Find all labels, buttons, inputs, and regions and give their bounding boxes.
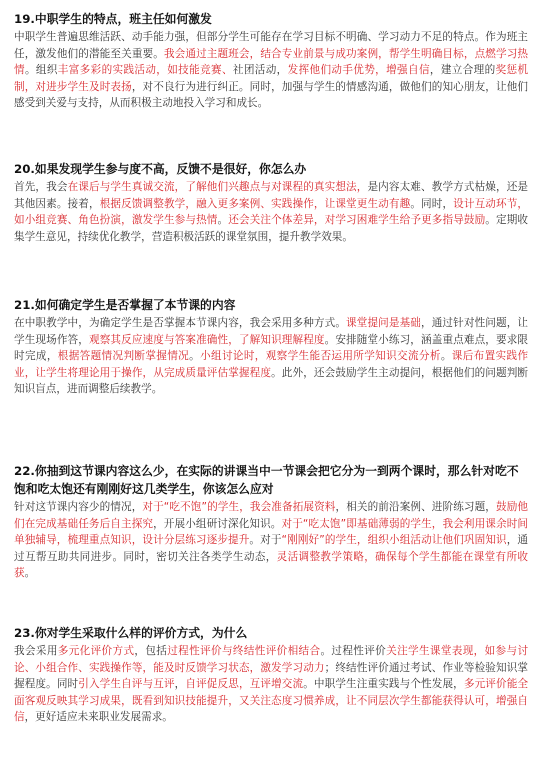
qa-section-22 — [14, 462, 528, 582]
body-text: 。对于 — [249, 534, 282, 547]
body-text: ，建立合理的 — [429, 64, 496, 77]
highlighted-text: 多元化评价方式 — [57, 645, 135, 657]
highlighted-text: 灵活调整教学策略，确保每个学生都能在课堂有所收获 — [14, 550, 529, 580]
highlighted-text: 根据答题情况判断掌握情况 — [57, 350, 190, 363]
question-title: 20.如果发现学生参与度不高，反馈不是很好，你怎么办 — [14, 162, 307, 176]
answer-paragraph — [14, 315, 528, 398]
qa-section-21 — [14, 296, 528, 398]
body-text: ，通过互帮互助共同进步。同时，密切关注各类学生动态， — [14, 534, 529, 563]
body-text: 社团活动， — [232, 64, 288, 77]
body-text: 是内容太难、教学方式枯燥，还是其他因素。接着， — [14, 181, 529, 210]
highlighted-text: 对于“吃太饱”即基础薄弱的学生，我会利用课余时间单独辅导， — [14, 517, 529, 547]
qa-section-23 — [14, 624, 528, 726]
body-text: ；终结性评价通过考试、作业等检验知识掌握程度。同时 — [14, 661, 529, 691]
highlighted-text: 小组讨论时，观察学生能否运用所学知识交流分析 — [200, 350, 441, 363]
highlighted-text: 自评促反思，互评增交流 — [185, 678, 304, 691]
question-title: 21.如何确定学生是否掌握了本节课的内容 — [14, 298, 236, 312]
body-text: 。过程性评价 — [320, 645, 387, 657]
highlighted-text: 关注学生课堂表现，如参与讨论、小组合作、实践操作等，能及时反馈学习状态，激发学习动力 — [14, 645, 529, 674]
highlighted-text: 奖惩机制 — [14, 64, 529, 93]
body-text: ，相关的前沿案例、进阶练习题， — [335, 501, 497, 513]
body-text: 。 — [24, 567, 36, 580]
question-title: 22.你抽到这节课内容这么少，在实际的讲课当中一节课会把它分为一到两个课时，那么针对吃不饱和吃太饱还有刚刚好这几类学生，你该怎么应对 — [14, 464, 519, 496]
highlighted-text: ，对进步学生及时表扬 — [24, 80, 132, 93]
body-text: 。 — [189, 350, 201, 363]
answer-paragraph — [14, 499, 528, 582]
answer-paragraph — [14, 179, 528, 245]
body-text: ，对不良行为进行纠正。同时，加强与学生的情感沟通，做他们的知心朋友，让他们感受到关爱与支持，从而积极主动地投入学习和成长。 — [14, 80, 529, 110]
body-text: 针对这节课内容少的情况， — [14, 501, 143, 513]
body-text: 。同时， — [410, 197, 454, 210]
body-text: 。组织 — [24, 64, 58, 77]
highlighted-text: 过程性评价与终结性评价相结合 — [167, 645, 321, 657]
body-text: 。中职学生注重实践与个性发展， — [303, 678, 464, 691]
question-title: 23.你对学生采取什么样的评价方式，为什么 — [14, 626, 248, 640]
qa-section-19 — [14, 10, 528, 112]
highlighted-text: 对于“吃不饱”的学生，我会准备拓展资料 — [142, 501, 336, 513]
highlighted-text: 还会关注个体差异，对学习困难学生给予更多指导鼓励 — [228, 214, 486, 227]
highlighted-text: “刚刚好”的学生，组织小组活动让他们巩固知识 — [281, 534, 507, 547]
highlighted-text: ，了解他们兴趣点与对课程的真实想法， — [174, 181, 368, 193]
highlighted-text: 根据反馈调整教学，融入更多案例、实践操作，让课堂更生动有趣 — [99, 197, 411, 210]
answer-paragraph — [14, 29, 528, 112]
body-text: 。 — [217, 214, 229, 227]
body-text: 在中职教学中，为确定学生是否掌握本节课内容，我会采用多种方式。 — [14, 317, 347, 329]
highlighted-text: 鼓励他们在完成基础任务后自主探究 — [14, 501, 529, 530]
body-text: ，开展小组研讨深化知识。 — [153, 517, 282, 530]
highlighted-text: 课后布置实践作业，让学生将理论用于操作，从完成质量评估掌握程度 — [14, 350, 529, 379]
body-text: 。 — [440, 350, 452, 363]
body-text: 。安排随堂小练习，涵盖重点难点，要求限时完成， — [14, 333, 529, 363]
body-text: 首先，我会 — [14, 181, 68, 193]
highlighted-text: 多元评价能全面客观反映其学习成果，既看到知识技能提升，又关注态度习惯养成，让不同层次学生都能获得认可，增强自信 — [14, 678, 529, 724]
body-text: ，包括 — [134, 645, 168, 657]
body-text: ，更好适应未来职业发展需求。 — [24, 711, 173, 724]
answer-paragraph — [14, 643, 528, 726]
highlighted-text: 在课后与学生真诚交流 — [67, 181, 175, 193]
highlighted-text: 引入学生自评与互评 — [78, 678, 175, 691]
body-text: ， — [174, 678, 186, 691]
body-text: 。定期收集学生意见，持续优化教学，营造积极活跃的课堂氛围，提升教学效果。 — [14, 214, 529, 243]
body-text: 我会采用 — [14, 645, 58, 657]
qa-section-20 — [14, 160, 528, 245]
highlighted-text: 梳理重点知识，设计分层练习逐步提升 — [67, 534, 250, 547]
highlighted-text: 我会通过主题班会，结合专业前景与成功案例，帮学生明确目标，点燃学习热情 — [14, 47, 528, 77]
body-text: ，通过针对性问题，让学生现场作答， — [14, 317, 529, 346]
body-text: 中职学生普遍思维活跃、动手能力强，但部分学生可能存在学习目标不明确、学习动力不足的特点。作为班主任，激发他们的潜能至关重要。 — [14, 31, 528, 60]
highlighted-text: 设计互动环节，如小组竞赛、角色扮演，激发学生参与热情 — [14, 197, 529, 227]
highlighted-text: 观察其反应速度与答案准确性，了解知识理解程度 — [88, 333, 325, 346]
body-text: 。此外，还会鼓励学生主动提问，根据他们的问题判断知识盲点，进而调整后续教学。 — [14, 366, 529, 396]
highlighted-text: 丰富多彩的实践活动，如技能竞赛、 — [57, 64, 233, 77]
question-title: 19.中职学生的特点，班主任如何激发 — [14, 12, 212, 26]
highlighted-text: 发挥他们动手优势，增强自信 — [287, 64, 430, 77]
highlighted-text: 课堂提问是基础 — [346, 317, 422, 329]
